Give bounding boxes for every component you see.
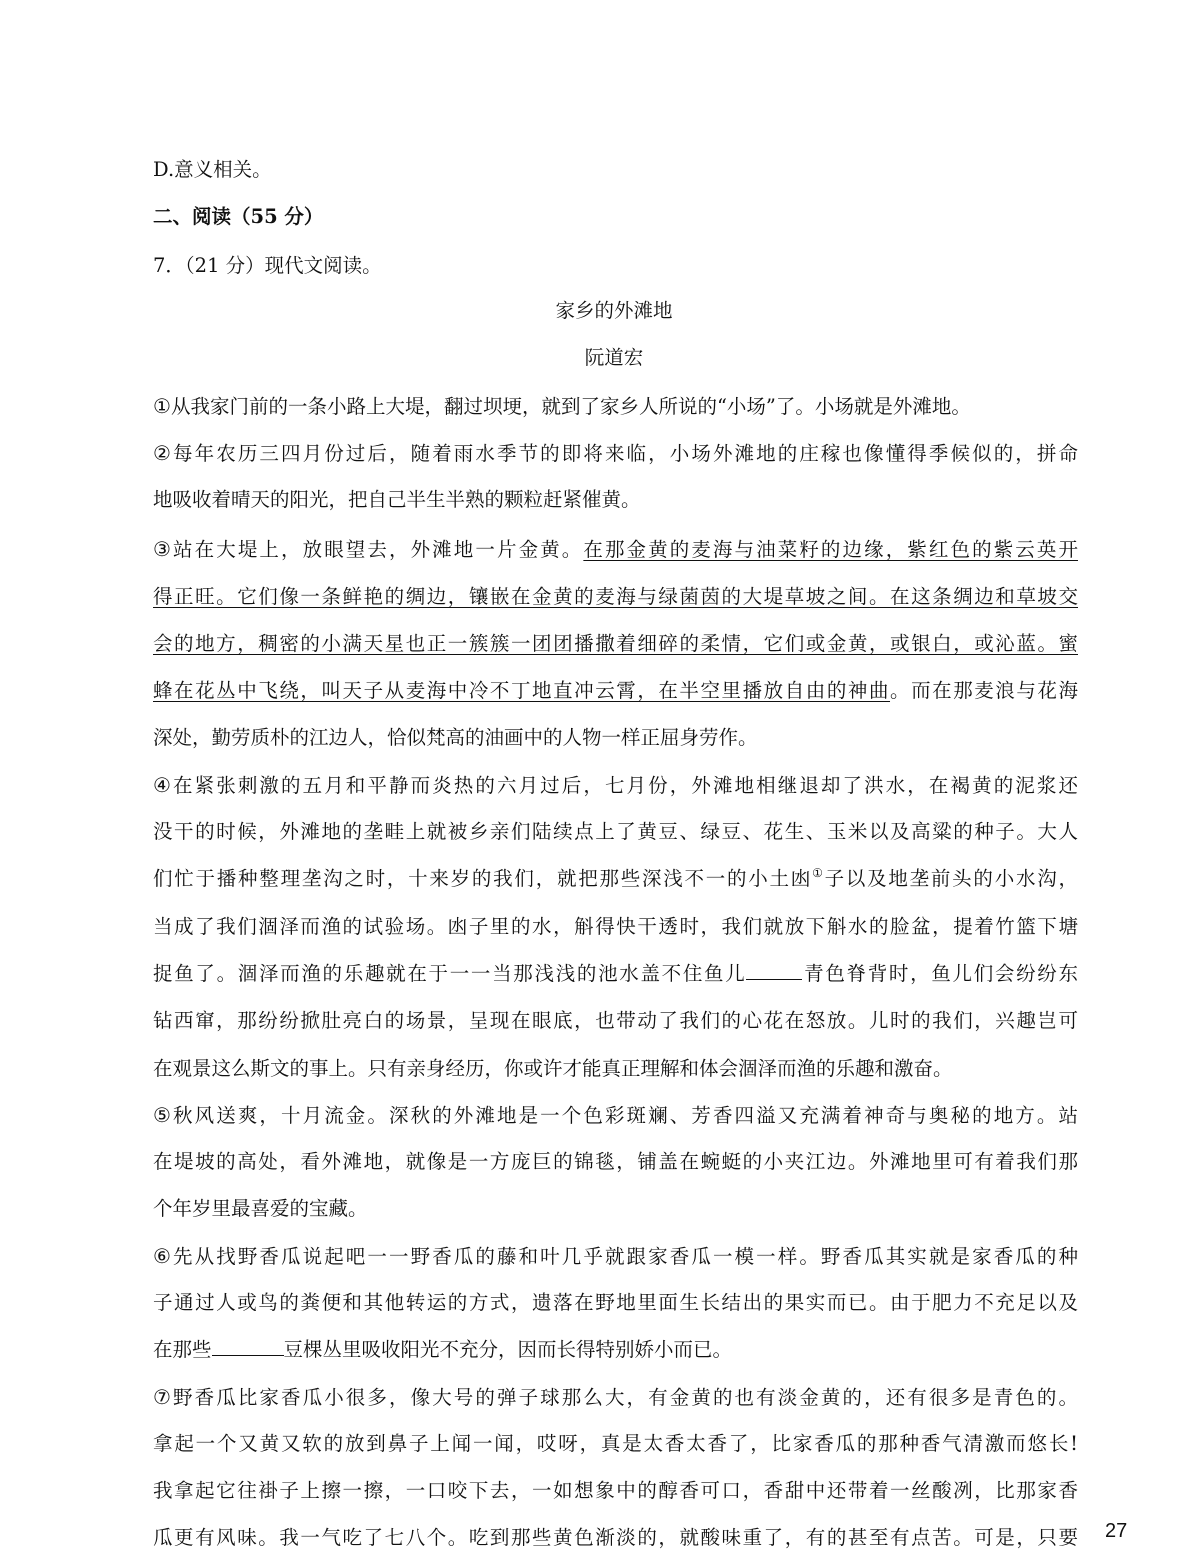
paragraph-4-line-2: 没干的时候，外滩地的垄畦上就被乡亲们陆续点上了黄豆、绿豆、花生、玉米以及高粱的种子。大人: [153, 820, 1078, 843]
fill-in-blank: [212, 1353, 284, 1356]
paragraph-text: 站在大堤上，放眼望去，外滩地一片金黄。: [173, 538, 584, 561]
paragraph-5-line-3: 个年岁里最喜爱的宝藏。: [153, 1197, 368, 1220]
underlined-text: 蜂在花丛中飞绕，叫天子从麦海中冷不丁地直冲云霄，在半空里播放自由的神曲: [153, 679, 891, 702]
paragraph-text: 在那些: [153, 1338, 212, 1361]
paragraph-text: 们忙于播种整理垄沟之时，十来岁的我们，就把那些深浅不一的小土凼: [153, 867, 813, 890]
paragraph-2-line-1: [153, 440, 1078, 467]
underlined-text: 在那金黄的麦海与油菜籽的边缘，紫红色的紫云英开: [583, 538, 1078, 561]
paragraph-text: 在紧张刺激的五月和平静而炎热的六月过后，七月份，外滩地相继退却了洪水，在褐黄的泥浆还: [173, 774, 1078, 797]
paragraph-number: ③: [153, 537, 174, 561]
paragraph-number: ⑦: [153, 1385, 174, 1409]
paragraph-text: 豆棵丛里吸收阳光不充分，因而长得特别娇小而已。: [283, 1338, 733, 1361]
paragraph-4-line-4: 当成了我们涸泽而渔的试验场。凼子里的水，斛得快干透时，我们就放下斛水的脸盆，提着竹篮下塘: [153, 915, 1078, 938]
paragraph-text: 每年农历三四月份过后，随着雨水季节的即将来临，小场外滩地的庄稼也像懂得季候似的，拼命: [173, 442, 1078, 465]
paragraph-2-line-2: 地吸收着晴天的阳光，把自己半生半熟的颗粒赶紧催黄。: [153, 488, 641, 511]
paragraph-7-line-2: 拿起一个又黄又软的放到鼻子上闻一闻，哎呀，真是太香太香了，比家香瓜的那种香气清激而悠长!: [153, 1432, 1078, 1455]
footnote-marker: ①: [812, 866, 825, 880]
paragraph-number: ②: [153, 441, 174, 465]
paragraph-text: 。而在那麦浪与花海: [890, 679, 1078, 702]
paragraph-6-line-2: 子通过人或鸟的粪便和其他转运的方式，遗落在野地里面生长结出的果实而已。由于肥力不充足以及: [153, 1291, 1078, 1314]
paragraph-7-line-1: [153, 1384, 1078, 1411]
paragraph-text: 子以及地垄前头的小水沟，: [824, 867, 1078, 890]
paragraph-number: ④: [153, 773, 174, 797]
paragraph-3-line-5: 深处，勤劳质朴的江边人，恰似梵高的油画中的人物一样正屈身劳作。: [153, 726, 758, 749]
paragraph-text: 青色脊背时，鱼儿们会纷纷东: [802, 962, 1078, 985]
article-author: 阮道宏: [584, 346, 644, 369]
paragraph-5-line-1: [153, 1102, 1078, 1129]
paragraph-5-line-2: 在堤坡的高处，看外滩地，就像是一方庞巨的锦毯，铺盖在蜿蜓的小夹江边。外滩地里可有着我们那: [153, 1150, 1078, 1173]
paragraph-4-line-1: [153, 772, 1078, 799]
paragraph-1: [153, 393, 1078, 420]
article-title: 家乡的外滩地: [555, 299, 673, 322]
paragraph-number: ①: [153, 394, 171, 418]
section-heading: 二、阅读（55 分）: [153, 205, 324, 228]
paragraph-4-line-5: [153, 961, 1078, 987]
option-d: D.意义相关。: [153, 158, 272, 181]
paragraph-4-line-7: 在观景这么斯文的事上。只有亲身经历，你或许才能真正理解和体会涸泽而渔的乐趣和激奋。: [153, 1057, 953, 1080]
paragraph-text: 捉鱼了。涸泽而渔的乐趣就在于一一当那浅浅的池水盖不住鱼儿: [153, 962, 747, 985]
paragraph-text: 野香瓜比家香瓜小很多，像大号的弹子球那么大，有金黄的也有淡金黄的，还有很多是青色的。: [173, 1386, 1078, 1409]
fill-in-blank: [746, 977, 802, 980]
paragraph-7-line-4: 瓜更有风味。我一气吃了七八个。吃到那些黄色渐淡的，就酸味重了，有的甚至有点苦。可是，只要: [153, 1526, 1078, 1549]
paragraph-6-line-1: [153, 1243, 1078, 1270]
paragraph-7-line-3: 我拿起它往褂子上擦一擦，一口咬下去，一如想象中的醇香可口，香甜中还带着一丝酸冽，比那家香: [153, 1479, 1078, 1502]
paragraph-number: ⑥: [153, 1244, 174, 1268]
paragraph-number: ⑤: [153, 1103, 174, 1127]
question-label: 7．（21 分）现代文阅读。: [153, 254, 382, 277]
paragraph-4-line-6: 钻西窜，那纷纷掀肚亮白的场景，呈现在眼底，也带动了我们的心花在怒放。儿时的我们，兴趣岂可: [153, 1009, 1078, 1032]
paragraph-3-line-2: 得正旺。它们像一条鲜艳的绸边，镶嵌在金黄的麦海与绿菌茵的大堤草坡之间。在这条绸边和草坡交: [153, 585, 1078, 608]
paragraph-3-line-1: [153, 536, 1078, 563]
paragraph-3-line-4: [153, 678, 1078, 704]
paragraph-text: 从我家门前的一条小路上大堤，翻过坝埂，就到了家乡人所说的“小场”了。小场就是外滩地。: [170, 395, 971, 418]
paragraph-4-line-3: [153, 866, 1078, 892]
paragraph-6-line-3: [153, 1337, 1078, 1363]
page-number: 27: [1105, 1520, 1128, 1542]
paragraph-text: 秋风送爽，十月流金。深秋的外滩地是一个色彩斑斓、芳香四溢又充满着神奇与奥秘的地方。站: [173, 1104, 1078, 1127]
paragraph-3-line-3: 会的地方，稠密的小满天星也正一簇簇一团团播撒着细碎的柔情，它们或金黄，或银白，或沁蓝。蜜: [153, 632, 1078, 655]
paragraph-text: 先从找野香瓜说起吧一一野香瓜的藤和叶几乎就跟家香瓜一模一样。野香瓜其实就是家香瓜的种: [173, 1245, 1078, 1268]
